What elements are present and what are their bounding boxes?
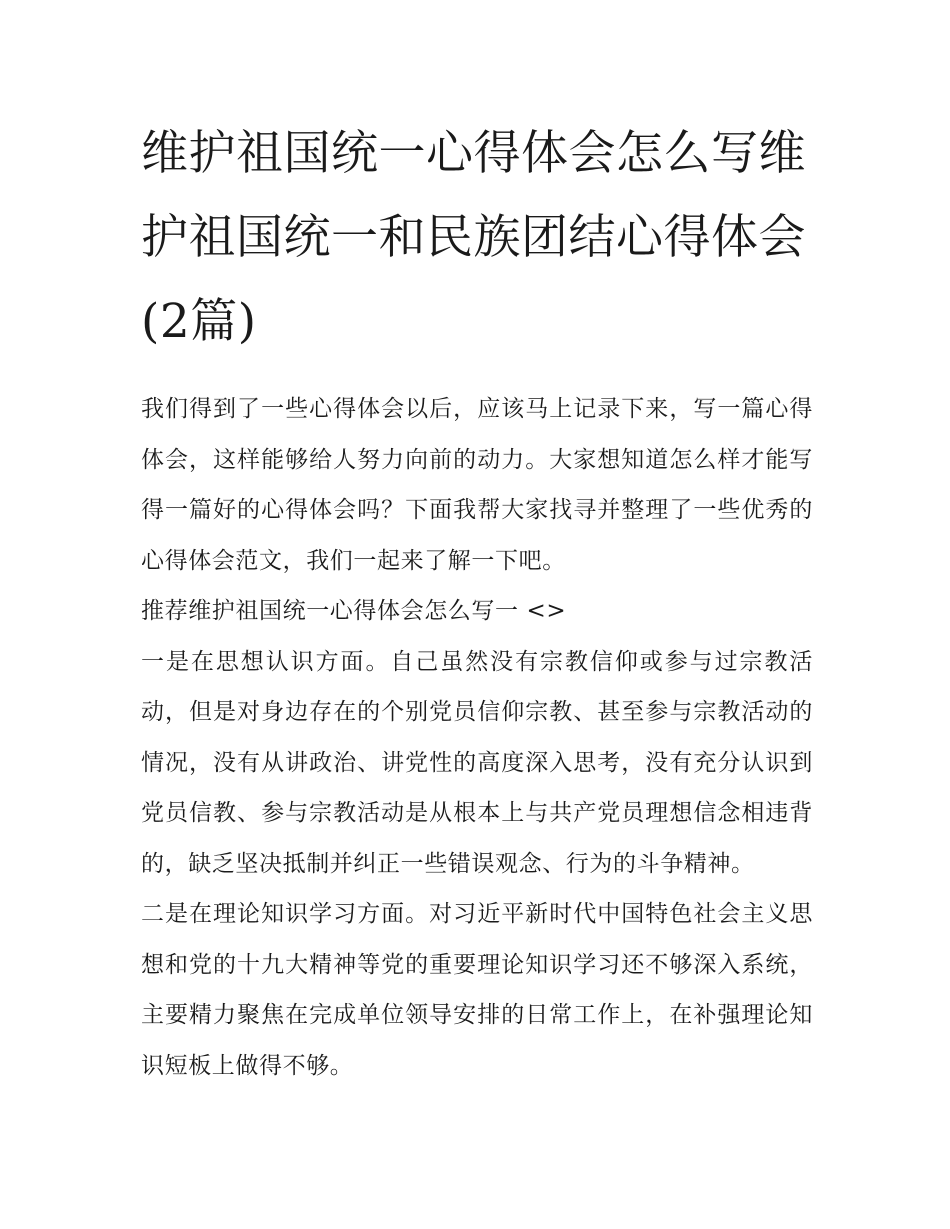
body-paragraph-ideology: 一是在思想认识方面。自己虽然没有宗教信仰或参与过宗教活动，但是对身边存在的个别党员信仰宗教、甚至参与宗教活动的情况，没有从讲政治、讲党性的高度深入思考，没有充分认识到党员信教、参与宗教活动是从根本上与共产党员理想信念相违背的，缺乏坚决抵制并纠正一些错误观念、行为的斗争精神。 <box>141 648 813 877</box>
document-title: 维护祖国统一心得体会怎么写维护祖国统一和民族团结心得体会(2篇) <box>141 126 806 349</box>
document-page <box>141 112 813 1091</box>
intro-paragraph: 我们得到了一些心得体会以后，应该马上记录下来，写一篇心得体会，这样能够给人努力向前的动力。大家想知道怎么样才能写得一篇好的心得体会吗？下面我帮大家找寻并整理了一些优秀的心得体会范文，我们一起来了解一下吧。 <box>141 396 813 574</box>
section-heading: 推荐维护祖国统一心得体会怎么写一 <> <box>141 598 567 624</box>
body-paragraph-theory: 二是在理论知识学习方面。对习近平新时代中国特色社会主义思想和党的十九大精神等党的重要理论知识学习还不够深入系统，主要精力聚焦在完成单位领导安排的日常工作上，在补强理论知识短板上做得不够。 <box>141 901 813 1079</box>
